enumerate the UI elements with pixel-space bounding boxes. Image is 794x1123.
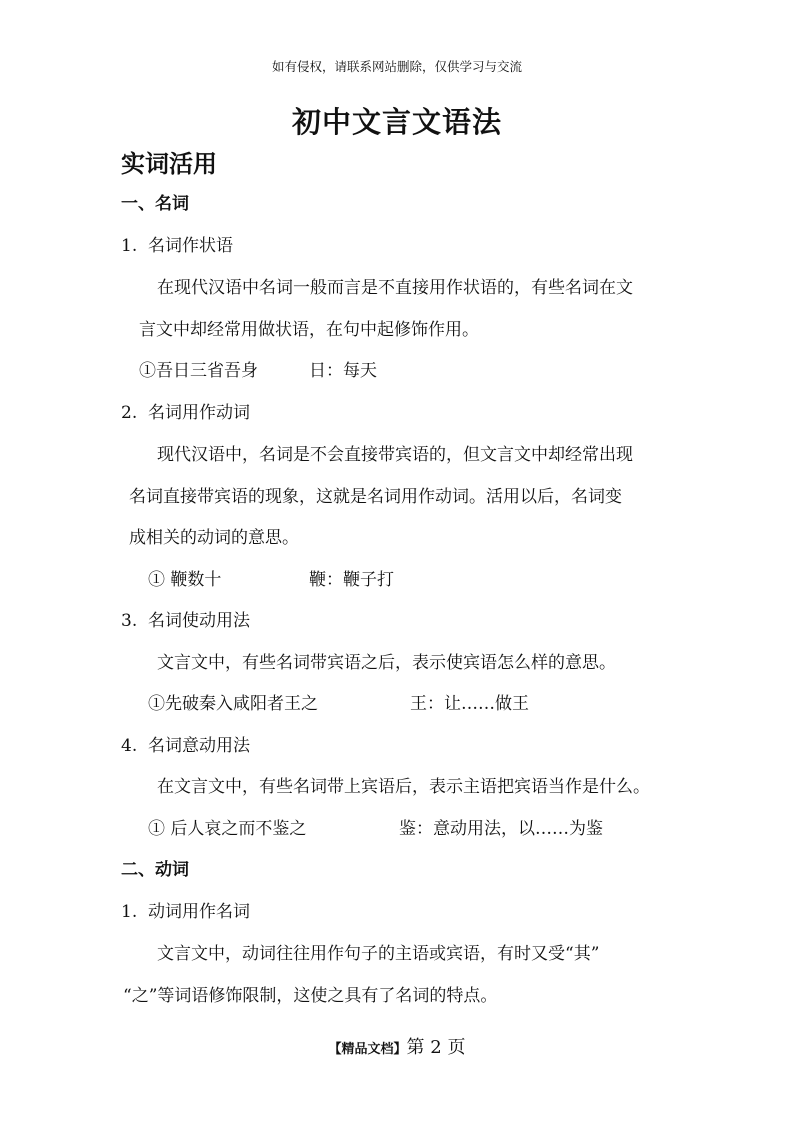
- example-sentence: ①先破秦入咸阳者王之: [148, 694, 318, 714]
- paragraph-line: 文言文中，有些名词带宾语之后，表示使宾语怎么样的意思。: [157, 653, 616, 673]
- item-number: 1.: [121, 902, 138, 922]
- copyright-notice: 如有侵权，请联系网站删除，仅供学习与交流: [271, 59, 522, 74]
- item-label: 动词用作名词: [148, 902, 250, 922]
- paragraph-line: “之”等词语修饰限制，这使之具有了名词的特点。: [123, 986, 498, 1006]
- item-number: 1.: [121, 236, 138, 256]
- paragraph-line: 言文中却经常用做状语，在句中起修饰作用。: [139, 320, 479, 340]
- item-label: 名词用作动词: [148, 403, 250, 423]
- item-heading: [121, 231, 233, 256]
- paragraph-line: 现代汉语中，名词是不会直接带宾语的，但文言文中却经常出现: [157, 445, 633, 465]
- part2-heading: 二、动词: [121, 860, 189, 880]
- example-note: 鞭：鞭子打: [309, 570, 394, 590]
- paragraph-line: 在文言文中，有些名词带上宾语后，表示主语把宾语当作是什么。: [157, 777, 650, 797]
- example-sentence: ①吾日三省吾身: [139, 361, 258, 381]
- example-note: 鉴：意动用法，以……为鉴: [399, 819, 603, 839]
- item-number: 2.: [121, 403, 138, 423]
- item-number: 4.: [121, 736, 138, 756]
- example-note: 日：每天: [309, 361, 377, 381]
- example-note: 王：让……做王: [410, 694, 529, 714]
- document-title: 初中文言文语法: [291, 105, 502, 139]
- item-heading: [121, 606, 250, 631]
- item-heading: [121, 731, 250, 756]
- paragraph-line: 在现代汉语中名词一般而言是不直接用作状语的，有些名词在文: [157, 278, 633, 298]
- page-footer: [0, 1033, 794, 1059]
- section-title: 实词活用: [121, 149, 217, 178]
- paragraph-line: 成相关的动词的意思。: [129, 528, 299, 548]
- item-heading: [121, 897, 250, 922]
- example-sentence: ① 后人哀之而不鉴之: [148, 819, 307, 839]
- item-number: 3.: [121, 611, 138, 631]
- paragraph-line: 名词直接带宾语的现象，这就是名词用作动词。活用以后，名词变: [129, 487, 622, 507]
- item-label: 名词作状语: [148, 236, 233, 256]
- footer-tag: 【精品文档】: [328, 1042, 407, 1057]
- page-number: 第 2 页: [406, 1037, 466, 1058]
- item-label: 名词意动用法: [148, 736, 250, 756]
- paragraph-line: 文言文中，动词往往用作句子的主语或宾语，有时又受“其”: [157, 944, 600, 964]
- part1-heading: 一、名词: [121, 194, 189, 214]
- item-label: 名词使动用法: [148, 611, 250, 631]
- item-heading: [121, 398, 250, 423]
- example-sentence: ① 鞭数十: [148, 570, 222, 590]
